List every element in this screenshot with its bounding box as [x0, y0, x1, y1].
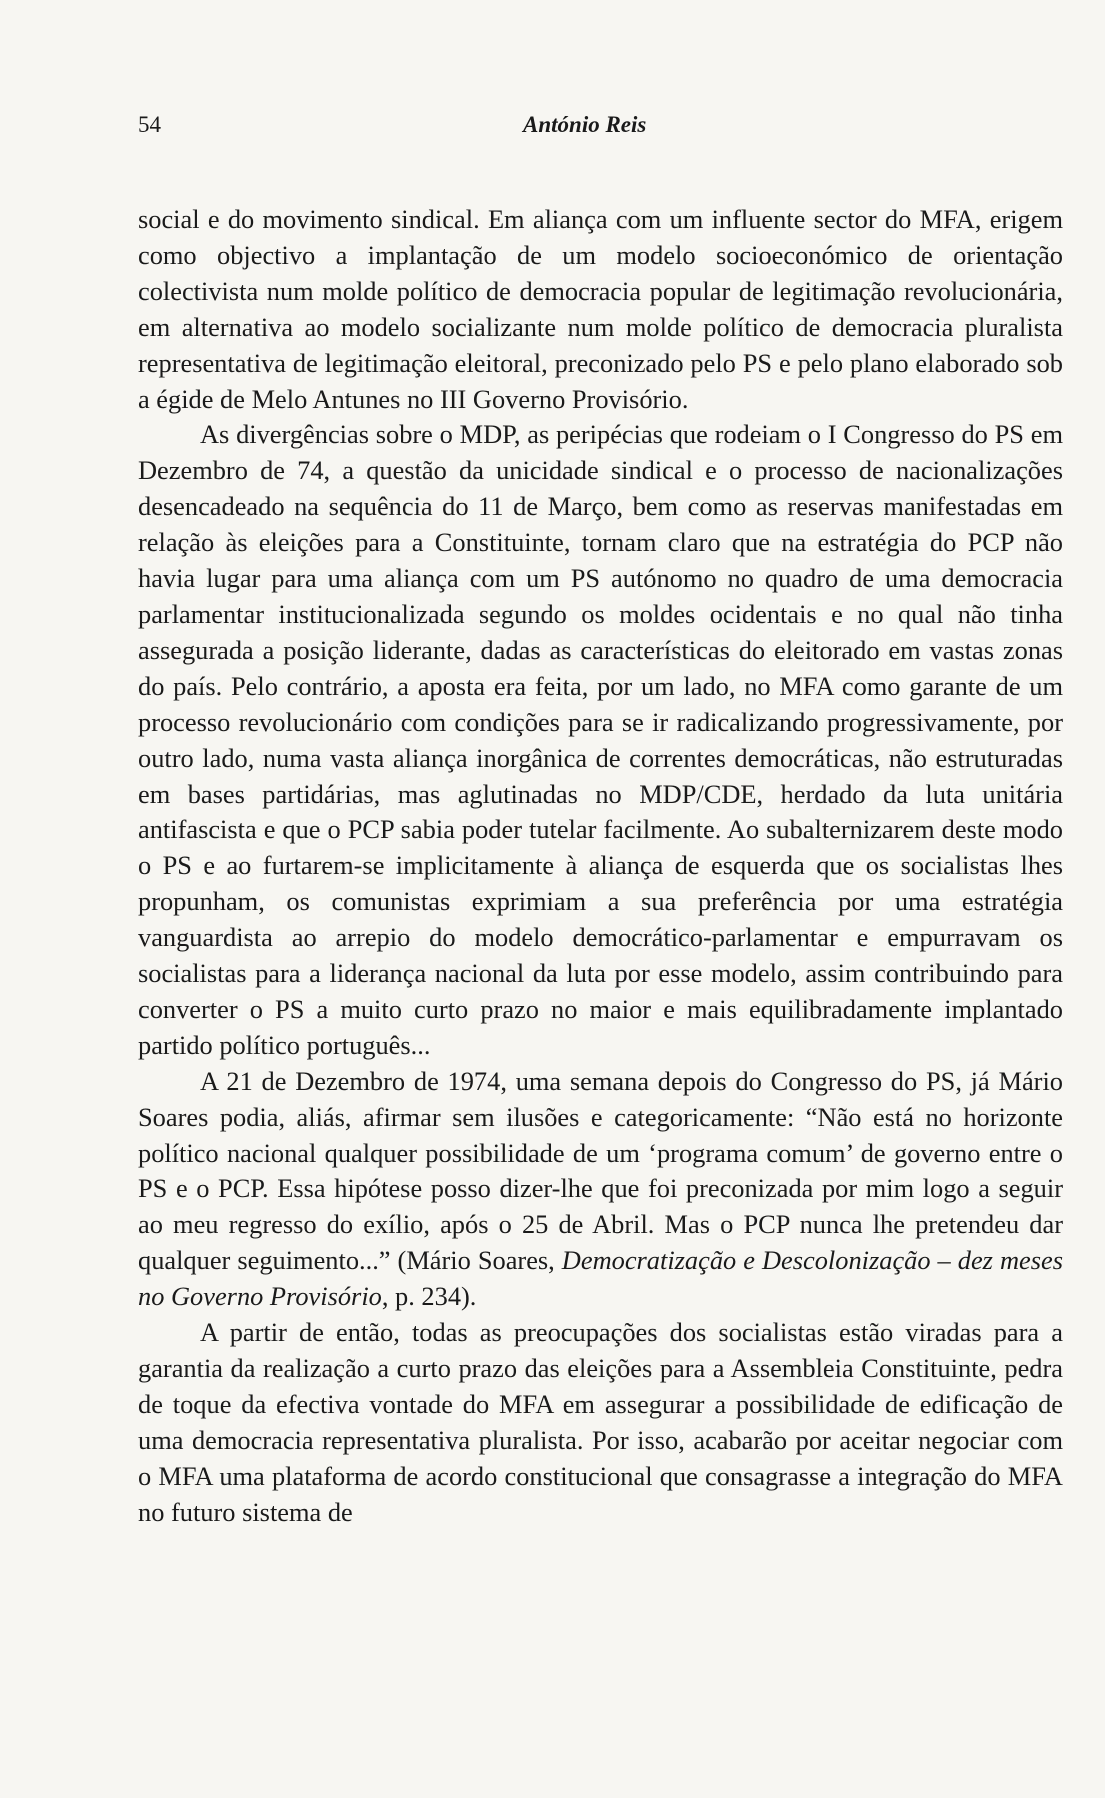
page-number: 54	[138, 112, 161, 137]
citation-tail: , p. 234).	[381, 1281, 477, 1312]
paragraph: social e do movimento sindical. Em aliança com um influente sector do MFA, erigem como objectivo a implantação de um modelo socioeconómico de orientação colectivista num molde político de democracia popular de legitimação revolucionária, em alternativa ao modelo socializante num molde político de democracia pluralista representativa de legitimação eleitoral, preconizado pelo PS e pelo plano elaborado sob a égide de Melo Antunes no III Governo Provisório.	[138, 204, 1063, 414]
paragraph: A partir de então, todas as preocupações dos socialistas estão viradas para a garantia da realização a curto prazo das eleições para a Assembleia Constituinte, pedra de toque da efectiva vontade do MFA em assegurar a possibilidade de edificação de uma democracia representativa pluralista. Por isso, acabarão por aceitar negociar com o MFA uma plataforma de acordo constitucional que consagrasse a integração do MFA no futuro sistema de	[138, 1317, 1063, 1527]
quote-text: A 21 de Dezembro de 1974, uma semana depois do Congresso do PS, já Mário Soares podia, aliás, afirmar sem ilusões e categoricamente: “Não está no horizonte político nacional qualquer possibilidade de um ‘programa comum’ de governo entre o PS e o PCP. Essa hipótese posso dizer-lhe que foi preconizada por mim logo a seguir ao meu regresso do exílio, após o 25 de Abril. Mas o PCP nunca lhe pretendeu dar qualquer seguimento...” (Mário Soares,	[138, 1065, 1063, 1276]
book-page	[138, 0, 1063, 1531]
paragraph: As divergências sobre o MDP, as peripécias que rodeiam o I Congresso do PS em Dezembro de 74, a questão da unicidade sindical e o processo de nacionalizações desencadeado na sequência do 11 de Março, bem como as reservas manifestadas em relação às eleições para a Constituinte, tornam claro que na estratégia do PCP não havia lugar para uma aliança com um PS autónomo no quadro de uma democracia parlamentar institucionalizada segundo os moldes ocidentais e no qual não tinha assegurada a posição liderante, dadas as características do eleitorado em vastas zonas do país. Pelo contrário, a aposta era feita, por um lado, no MFA como garante de um processo revolucionário com condições para se ir radicalizando progressivamente, por outro lado, numa vasta aliança inorgânica de correntes democráticas, não estruturadas em bases partidárias, mas aglutinadas no MDP/CDE, herdado da luta unitária antifascista e que o PCP sabia poder tutelar facilmente. Ao subalternizarem deste modo o PS e ao furtarem-se implicitamente à aliança de esquerda que os socialistas lhes propunham, os comunistas exprimiam a sua preferência por uma estratégia vanguardista ao arrepio do modelo democrático-parlamentar e empurravam os socialistas para a liderança nacional da luta por esse modelo, assim contribuindo para converter o PS a muito curto prazo no maior e mais equilibradamente implantado partido político português...	[138, 419, 1063, 1060]
page-header	[138, 112, 1063, 146]
running-head: António Reis	[523, 112, 647, 137]
citation-title: Democratização e Descolonização – dez meses no Governo Provisório	[138, 1245, 1063, 1312]
paragraph-with-quote	[138, 1064, 1063, 1315]
body-text	[138, 202, 1063, 1531]
